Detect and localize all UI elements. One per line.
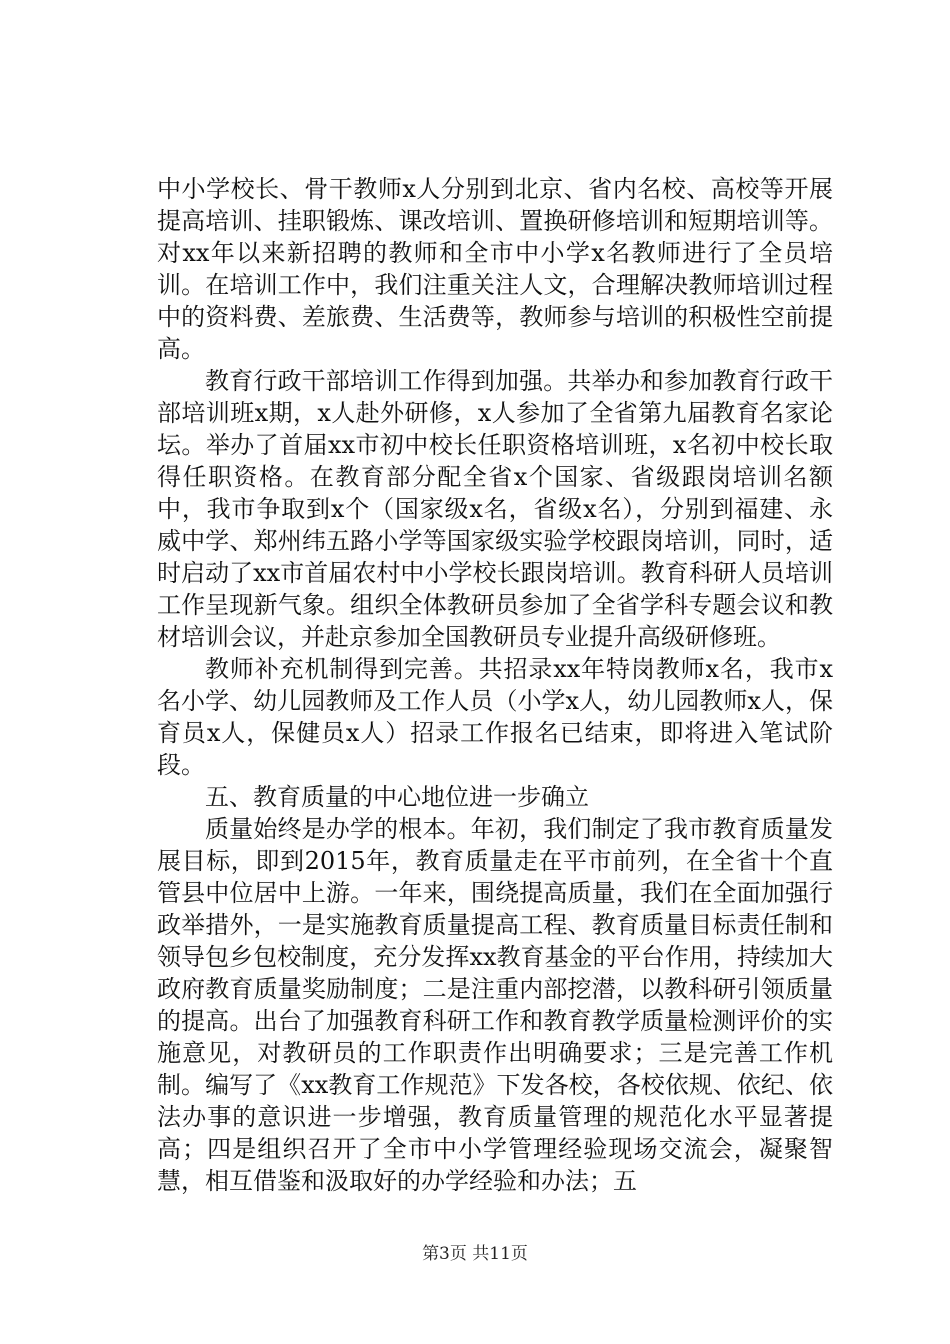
paragraph-admin-training: 教育行政干部培训工作得到加强。共举办和参加教育行政干部培训班x期，x人赴外研修，x人参加了全省第九届教育名家论坛。举办了首届xx市初中校长任职资格培训班，x名初中校长取得任职资格。在教育部分配全省x个国家、省级跟岗培训名额中，我市争取到x个（国家级x名，省级x名），分别到福建、永威中学、郑州纬五路小学等国家级实验学校跟岗培训，同时，适时启动了xx市首届农村中小学校长跟岗培训。教育科研人员培训工作呈现新气象。组织全体教研员参加了全省学科专题会议和教材培训会议，并赴京参加全国教研员专业提升高级研修班。 (157, 367, 833, 651)
document-body (157, 173, 833, 1197)
paragraph-teacher-recruitment: 教师补充机制得到完善。共招录xx年特岗教师x名，我市x名小学、幼儿园教师及工作人员（小学x人，幼儿园教师x人，保育员x人，保健员x人）招录工作报名已结束，即将进入笔试阶段。 (157, 655, 833, 779)
paragraph-teacher-training: 中小学校长、骨干教师x人分别到北京、省内名校、高校等开展提高培训、挂职锻炼、课改培训、置换研修培训和短期培训等。对xx年以来新招聘的教师和全市中小学x名教师进行了全员培训。在培训工作中，我们注重关注人文，合理解决教师培训过程中的资料费、差旅费、生活费等，教师参与培训的积极性空前提高。 (157, 175, 833, 363)
page-number-footer: 第3页 共11页 (422, 1244, 528, 1264)
paragraph-education-quality: 质量始终是办学的根本。年初，我们制定了我市教育质量发展目标，即到2015年，教育质量走在平市前列，在全省十个直管县中位居中上游。一年来，围绕提高质量，我们在全面加强行政举措外，一是实施教育质量提高工程、教育质量目标责任制和领导包乡包校制度，充分发挥xx教育基金的平台作用，持续加大政府教育质量奖励制度；二是注重内部挖潜，以教科研引领质量的提高。出台了加强教育科研工作和教育教学质量检测评价的实施意见，对教研员的工作职责作出明确要求；三是完善工作机制。编写了《xx教育工作规范》下发各校，各校依规、依纪、依法办事的意识进一步增强，教育质量管理的规范化水平显著提高；四是组织召开了全市中小学管理经验现场交流会，凝聚智慧，相互借鉴和汲取好的办学经验和办法；五 (157, 815, 833, 1195)
section-heading-quality: 五、教育质量的中心地位进一步确立 (205, 783, 589, 811)
